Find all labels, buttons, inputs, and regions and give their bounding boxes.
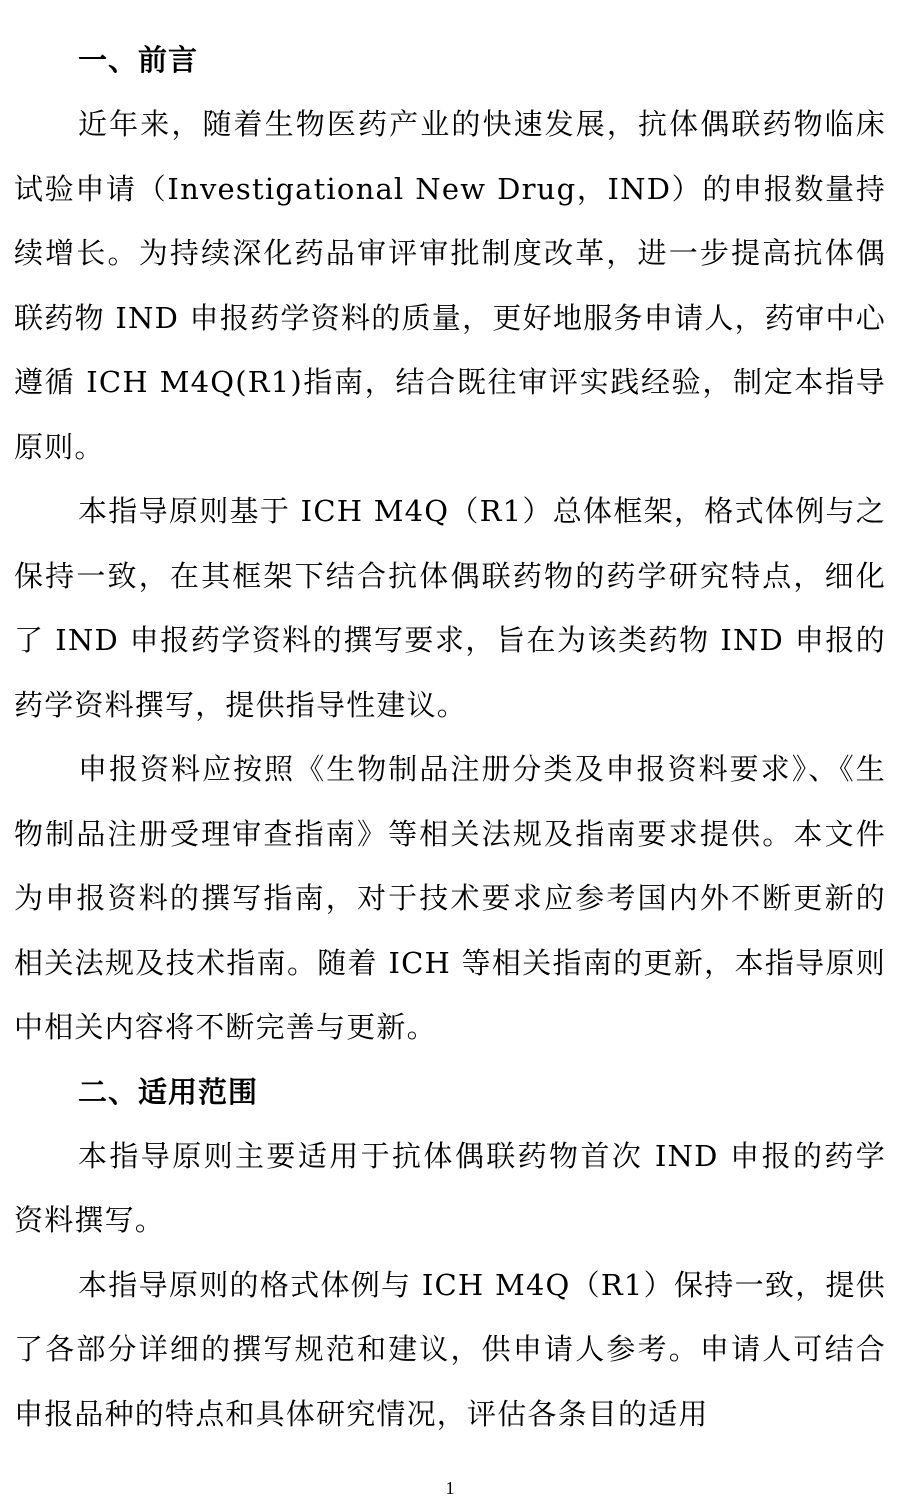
section-heading-scope: 二、适用范围: [78, 1074, 259, 1109]
paragraph: 申报资料应按照《生物制品注册分类及申报资料要求》、《生物制品注册受理审查指南》等相关法规及指南要求提供。本文件为申报资料的撰写指南，对于技术要求应参考国内外不断更新的相关法规及技术指南。随着 ICH 等相关指南的更新，本指导原则中相关内容将不断完善与更新。: [14, 752, 886, 1044]
section-heading-preface: 一、前言: [78, 43, 199, 77]
paragraph: 本指导原则基于 ICH M4Q（R1）总体框架，格式体例与之保持一致，在其框架下结合抗体偶联药物的药学研究特点，细化了 IND 申报药学资料的撰写要求，旨在为该类药物 IND 申报的药学资料撰写，提供指导性建议。: [14, 494, 886, 722]
paragraph: 本指导原则的格式体例与 ICH M4Q（R1）保持一致，提供了各部分详细的撰写规范和建议，供申请人参考。申请人可结合申报品种的特点和具体研究情况，评估各条目的适用: [14, 1267, 886, 1431]
paragraph: 本指导原则主要适用于抗体偶联药物首次 IND 申报的药学资料撰写。: [14, 1138, 886, 1237]
paragraph: 近年来，随着生物医药产业的快速发展，抗体偶联药物临床试验申请（Investigational New Drug，IND）的申报数量持续增长。为持续深化药品审评审批制度改革，进一步提高抗体偶联药物 IND 申报药学资料的质量，更好地服务申请人，药审中心遵循 ICH M4Q(R1)指南，结合既往审评实践经验，制定本指导原则。: [14, 107, 886, 464]
page-number: 1: [445, 1478, 455, 1498]
document-body: [14, 28, 886, 1446]
